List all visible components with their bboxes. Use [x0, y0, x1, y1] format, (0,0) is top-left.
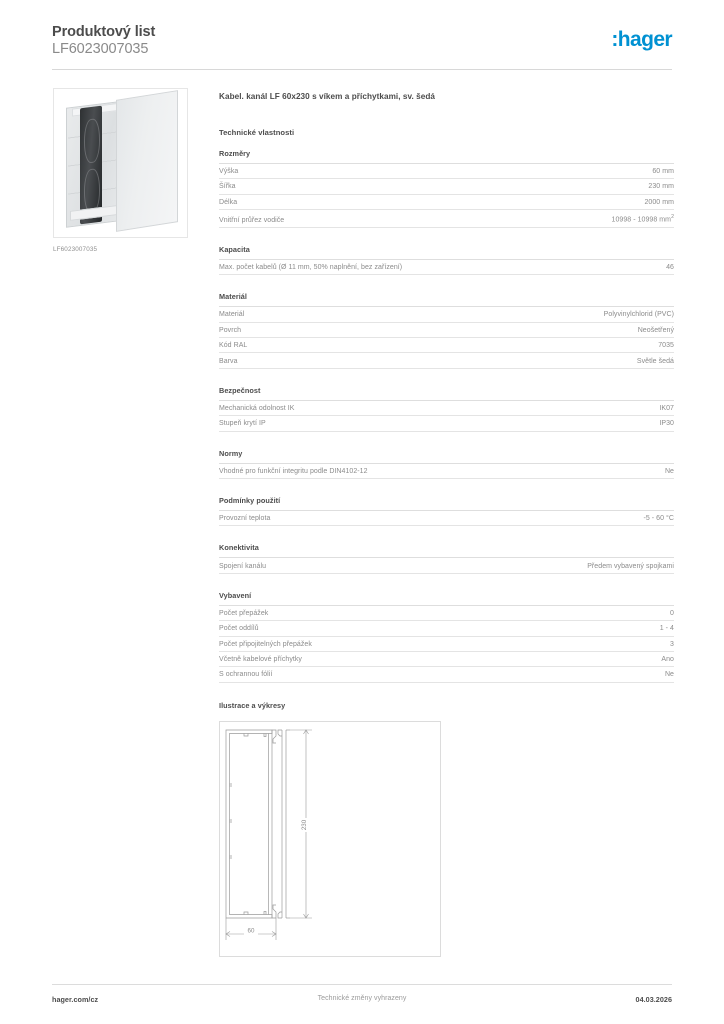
spec-label: Stupeň krytí IP — [219, 420, 266, 428]
spec-row — [219, 164, 674, 179]
spec-label: Šířka — [219, 183, 236, 191]
spec-label: Počet oddílů — [219, 625, 259, 633]
spec-label: Barva — [219, 357, 238, 365]
footer-disclaimer: Technické změny vyhrazeny — [317, 995, 407, 1002]
cross-section-drawing — [220, 722, 440, 956]
spec-value: IP30 — [659, 420, 674, 428]
spec-label: Max. počet kabelů (Ø 11 mm, 50% naplnění, bez zařízení) — [219, 263, 403, 271]
spec-section-title: Materiál — [219, 292, 674, 307]
spec-value: Předem vybavený spojkami — [587, 562, 674, 570]
spec-label: S ochrannou fólií — [219, 671, 273, 679]
spec-label: Materiál — [219, 311, 245, 319]
page-header — [52, 24, 672, 70]
technical-drawing-box — [219, 721, 441, 957]
spec-row — [219, 416, 674, 431]
spec-section-title: Vybavení — [219, 591, 674, 606]
spec-value: 7035 — [658, 342, 674, 350]
spec-label: Spojení kanálu — [219, 562, 267, 570]
spec-label: Povrch — [219, 326, 242, 334]
spec-row — [219, 210, 674, 228]
spec-row — [219, 667, 674, 682]
spec-row — [219, 195, 674, 210]
product-photo — [53, 88, 188, 238]
spec-sections — [219, 149, 674, 683]
spec-section-title: Bezpečnost — [219, 386, 674, 401]
drawings-heading: Ilustrace a výkresy — [219, 700, 286, 710]
spec-section — [219, 496, 674, 526]
footer-date: 04.03.2026 — [635, 995, 672, 1004]
spec-label: Počet připojitelných přepážek — [219, 640, 312, 648]
spec-section-title: Konektivita — [219, 543, 674, 558]
spec-row — [219, 323, 674, 338]
spec-value: 46 — [666, 263, 674, 271]
header-divider — [52, 69, 672, 70]
spec-label: Včetně kabelové příchytky — [219, 656, 302, 664]
footer-divider — [52, 984, 672, 985]
spec-row — [219, 621, 674, 636]
spec-row — [219, 558, 674, 573]
spec-value: 1 - 4 — [659, 625, 674, 633]
spec-value: 230 mm — [648, 183, 674, 191]
specifications-column — [219, 92, 674, 957]
spec-row — [219, 464, 674, 479]
drawings-section — [219, 701, 674, 957]
dimension-height-label: 230 — [301, 819, 308, 830]
spec-value: 3 — [670, 640, 674, 648]
spec-value: Ano — [661, 656, 674, 664]
spec-value: -5 - 60 °C — [643, 515, 674, 523]
spec-value: IK07 — [659, 404, 674, 412]
page-footer — [52, 995, 672, 1004]
spec-section — [219, 245, 674, 275]
spec-section — [219, 543, 674, 573]
spec-label: Vnitřní průřez vodiče — [219, 216, 285, 224]
spec-value: Světle šedá — [636, 357, 674, 365]
spec-value: 0 — [670, 609, 674, 617]
spec-section-title: Podmínky použití — [219, 496, 674, 511]
product-figure — [53, 88, 188, 253]
spec-label: Provozní teplota — [219, 515, 271, 523]
spec-row — [219, 179, 674, 194]
page-title: Produktový list — [52, 24, 156, 40]
product-photo-caption: LF6023007035 — [53, 246, 98, 253]
spec-label: Délka — [219, 198, 238, 206]
spec-value: Ne — [664, 671, 674, 679]
spec-section-title: Kapacita — [219, 245, 674, 260]
spec-label: Počet přepážek — [219, 609, 269, 617]
hager-logo: :hager — [611, 28, 672, 51]
spec-row — [219, 338, 674, 353]
spec-value: Neošetřený — [637, 326, 674, 334]
product-reference: LF6023007035 — [52, 41, 149, 57]
spec-label: Vhodné pro funkční integritu podle DIN4102-12 — [219, 467, 368, 475]
footer-website[interactable]: hager.com/cz — [52, 995, 99, 1004]
spec-row — [219, 606, 674, 621]
spec-section — [219, 149, 674, 228]
spec-value: 60 mm — [652, 168, 674, 176]
spec-section — [219, 591, 674, 683]
technical-properties-heading: Technické vlastnosti — [219, 128, 295, 137]
spec-label: Výška — [219, 168, 239, 176]
spec-label: Kód RAL — [219, 342, 248, 350]
spec-section-title: Rozměry — [219, 149, 674, 164]
spec-row — [219, 637, 674, 652]
spec-value: Ne — [664, 467, 674, 475]
spec-section — [219, 292, 674, 369]
spec-label: Mechanická odolnost IK — [219, 404, 295, 412]
spec-row — [219, 260, 674, 275]
spec-value: Polyvinylchlorid (PVC) — [603, 311, 674, 319]
spec-section — [219, 449, 674, 479]
spec-row — [219, 401, 674, 416]
spec-row — [219, 511, 674, 526]
spec-row — [219, 652, 674, 667]
spec-value: 2000 mm — [644, 198, 674, 206]
spec-row — [219, 353, 674, 368]
spec-section — [219, 386, 674, 432]
spec-section-title: Normy — [219, 449, 674, 464]
spec-row — [219, 307, 674, 322]
trunking-lid-shape — [116, 90, 178, 232]
dimension-width-label: 60 — [247, 927, 255, 935]
product-name: Kabel. kanál LF 60x230 s víkem a příchytkami, sv. šedá — [219, 92, 435, 101]
spec-value: 10998 - 10998 $mm^2$ — [611, 214, 674, 224]
